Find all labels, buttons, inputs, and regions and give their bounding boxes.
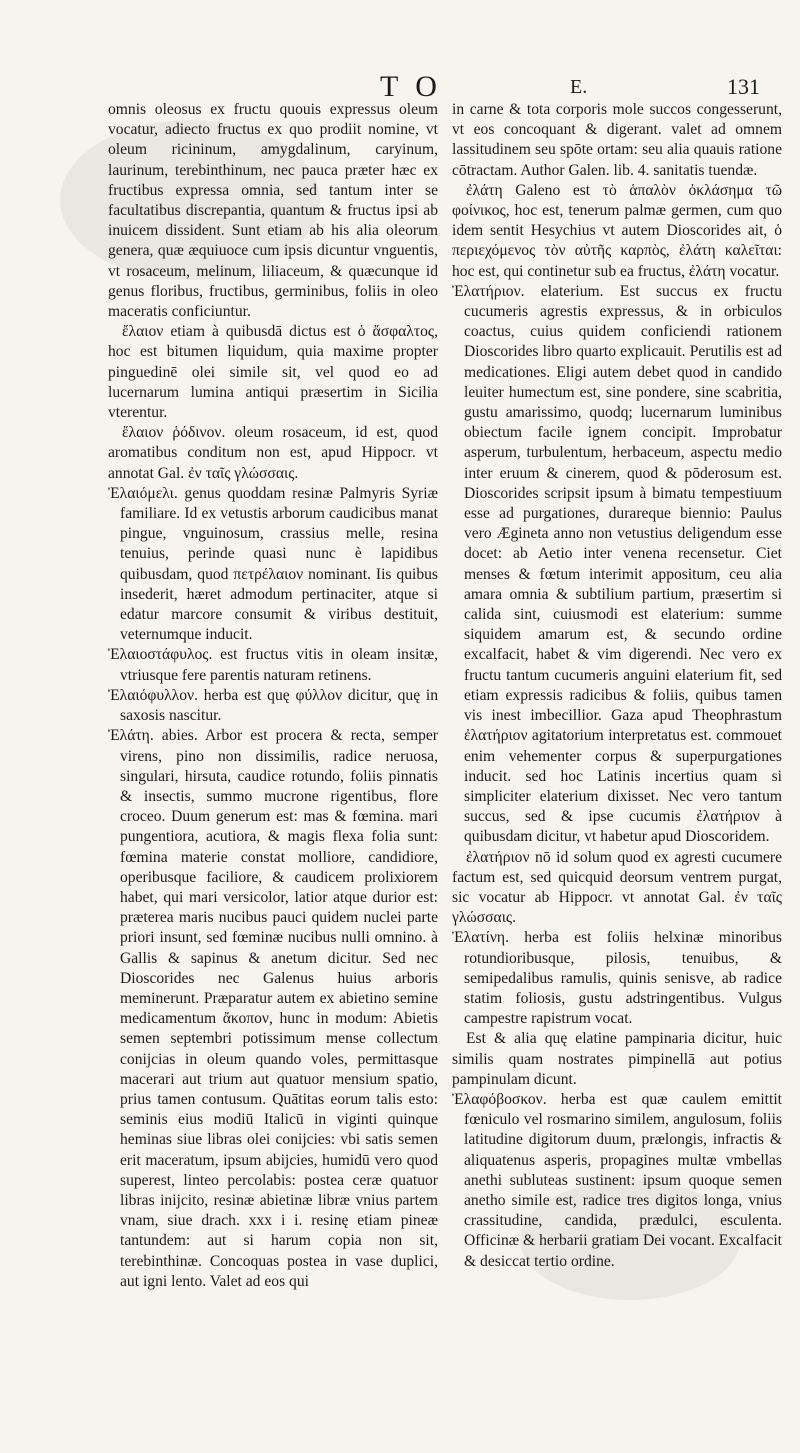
paragraph: ἐλάτη Galeno est τὸ ἁπαλὸν ὀκλάσημα τῶ φοίνικος, hoc est, tenerum palmæ germen, cum quo idem sentit Hesychius vt autem Dioscorides ait, ὁ περιεχόμενος τὸν αὐτῆς καρπὸς, ἐλάτη καλεῖται: hoc est, qui continetur sub ea fructus, ἐλάτη vocatur. [452,181,782,280]
left-column [108,100,438,1292]
page-number: 131 [727,74,760,99]
dictionary-entry: Ἐλαφόβοσκον. herba est quæ caulem emittit fœniculo vel rosmarino similem, angulosum, foliis latitudine digitorum duum, prælongis, infractis & aliquatenus asperis, propagines multæ vmbellas anethi subluteas sustinent: ipsum quoque semen anetho simile est, radice tres digitos longa, vnius crassitudine, candida, prædulci, esculenta. Officinæ & herbarii gratiam Dei vocant. Excalfacit & desiccat tertio ordine. [452,1090,782,1270]
paragraph: in carne & tota corporis mole succos congesserunt, vt eos concoquant & digerant. valet ad omnem lassitudinem seu spōte ortam: seu alia quauis ratione cōtractam. Author Galen. lib. 4. sanitatis tuendæ. [452,101,782,179]
paragraph: ἔλαιον ῥόδινον. oleum rosaceum, id est, quod aromatibus conditum non est, apud Hippocr. vt annotat Gal. ἐν ταῖς γλώσσαις. [108,424,438,482]
running-title-continuation: E. [570,76,588,98]
dictionary-entry: Ἐλατήριον. elaterium. Est succus ex fructu cucumeris agrestis expressus, & in orbiculos coactus, cuius quidem conficiendi rationem Dioscorides libro quarto explicauit. Perutilis est ad medicationes. Eligi autem debet quod in candido leuiter humectum est, sine pondere, sine scabritia, gustu amarissimo, quodq; lucernarum luminibus obiectum facile ignem concipit. Improbatur asperum, turbulentum, herbaceum, aspectu medio inter eruum & cinerem, quod & pōderosum est. Dioscorides scripsit ipsum à bimatu tempestiuum esse ad purgationes, durareque biennio: Paulus vero Ægineta anno non vetustius deligendum esse docet: ab Aetio inter venena recensetur. Ciet menses & fœtum interimit appositum, ceu alia amara omnia & subtilium partium, præsertim si calida sint, cuiusmodi est elaterium: summe siquidem amarum est, & secundo ordine excalfacit, habet & vim digerendi. Nec vero ex fructu tantum cucumeris anguini elaterium fit, sed etiam expressis radicibus & foliis, quibus tamen vis inest imbecillior. Gaza apud Theophrastum ἐλατήριον agitatorium interpretatus est. commouet enim vehementer corpus & superpurgationes inducit. sed hoc Latinis incertius quam si simpliciter elaterium dixisset. Nec vero tantum succus, sed & ipse cucumis ἐλατήριον à quibusdam dicitur, vt habetur apud Dioscoridem. [452,282,782,846]
paragraph: Est & alia quę elatine pampinaria dicitur, huic similis quam nostrates pimpinellā aut potius pampinulam dicunt. [452,1030,782,1088]
dictionary-entry: Ἐλαιόμελι. genus quoddam resinæ Palmyris Syriæ familiare. Id ex vetustis arborum caudicibus manat pingue, vnguinosum, crassius melle, resina tenuius, perinde quasi nunc è lapidibus quibusdam, quod πετρέλαιον nominant. Iis quibus insederit, hæret admodum pertinaciter, atque si edatur marcore consumit & viribus destituit, veternumque inducit. [108,484,438,644]
dictionary-entry: Ἐλαιόφυλλον. herba est quę φύλλον dicitur, quę in saxosis nascitur. [108,686,438,725]
paragraph: ἐλατήριον nō id solum quod ex agresti cucumere factum est, sed quicquid deorsum ventrem purgat, sic vocatur ab Hippocr. vt annotat Gal. ἐν ταῖς γλώσσαις. [452,848,782,927]
dictionary-entry: Ἐλάτη. abies. Arbor est procera & recta, semper virens, pino non dissimilis, radice neruosa, singulari, hirsuta, caudice rotundo, foliis pinnatis & insectis, summo mucrone rigentibus, flore croceo. Duum generum est: mas & fœmina. mari pungentiora, acutiora, & magis flexa folia sunt: fœmina materie constat molliore, candidiore, operibusque faciliore, & caudicem prolixiorem habet, qui mari versicolor, latior atque durior est: præterea maris nucibus pauci quidem nuclei parte priori insunt, sed fœminæ nucibus nulli omnino. à Gallis & sapinus & anetum dicitur. Sed nec Dioscorides nec Galenus huius arboris meminerunt. Præparatur autem ex abietino semine medicamentum ἄκοπον, hunc in modum: Abietis semen septembri potissimum mense collectum conijcias in oleum quando voles, permittasque macerari aut trium aut quatuor mensium spatio, prius tamen contusum. Quātitas eorum talis esto: seminis eius modiū Italicū in viginti quinque heminas siue libras olei conijcies: vbi satis semen erit maceratum, ipsum abijcies, humidū vero quod superest, linteo percolabis: postea ceræ quatuor libras inijcito, resinæ abietinæ libræ vnius partem vnam, siue drach. xxx i i. resinę etiam pineæ tantundem: aut si harum copia non sit, terebinthinæ. Concoquas postea in vase duplici, aut igni lento. Valet ad eos qui [108,727,438,1290]
dictionary-entry: Ἐλαιοστάφυλος. est fructus vitis in oleam insitæ, vtriusque fere parentis naturam retinens. [108,646,438,684]
page-header [110,70,760,104]
paragraph: omnis oleosus ex fructu quouis expressus oleum vocatur, adiecto fructus ex quo prodiit nomine, vt oleum ricininum, amygdalinum, caryinum, laurinum, terebinthinum, nec pauca præter hæc ex fructibus expressa omnia, sed tantum inter se facultatibus discrepantia, quantum & fructus ipsi ab inuicem dissident. Sunt etiam ab his alia oleorum genera, quæ æquiuoce cum ipsis dicuntur vnguentis, vt rosaceum, melinum, liliaceum, & quæcunque id genus floribus, fructibus, germinibus, foliis in oleo maceratis conficiuntur. [108,101,438,321]
dictionary-entry: Ἐλατίνη. herba est foliis helxinæ minoribus rotundioribusque, pilosis, tenuibus, & semipedalibus ramulis, quinis senisve, ab radice statim foliosis, gustu adstringentibus. Vulgus campestre rapistrum vocat. [452,929,782,1028]
running-title: T O [380,70,442,103]
right-column [452,100,782,1272]
paragraph: ἔλαιον etiam à quibusdā dictus est ὁ ἄσφαλτος, hoc est bitumen liquidum, quia maxime propter pinguedinē olei simile sit, vel quod eo ad lucernarum lumina antiqui præsertim in Sicilia vterentur. [108,323,438,422]
